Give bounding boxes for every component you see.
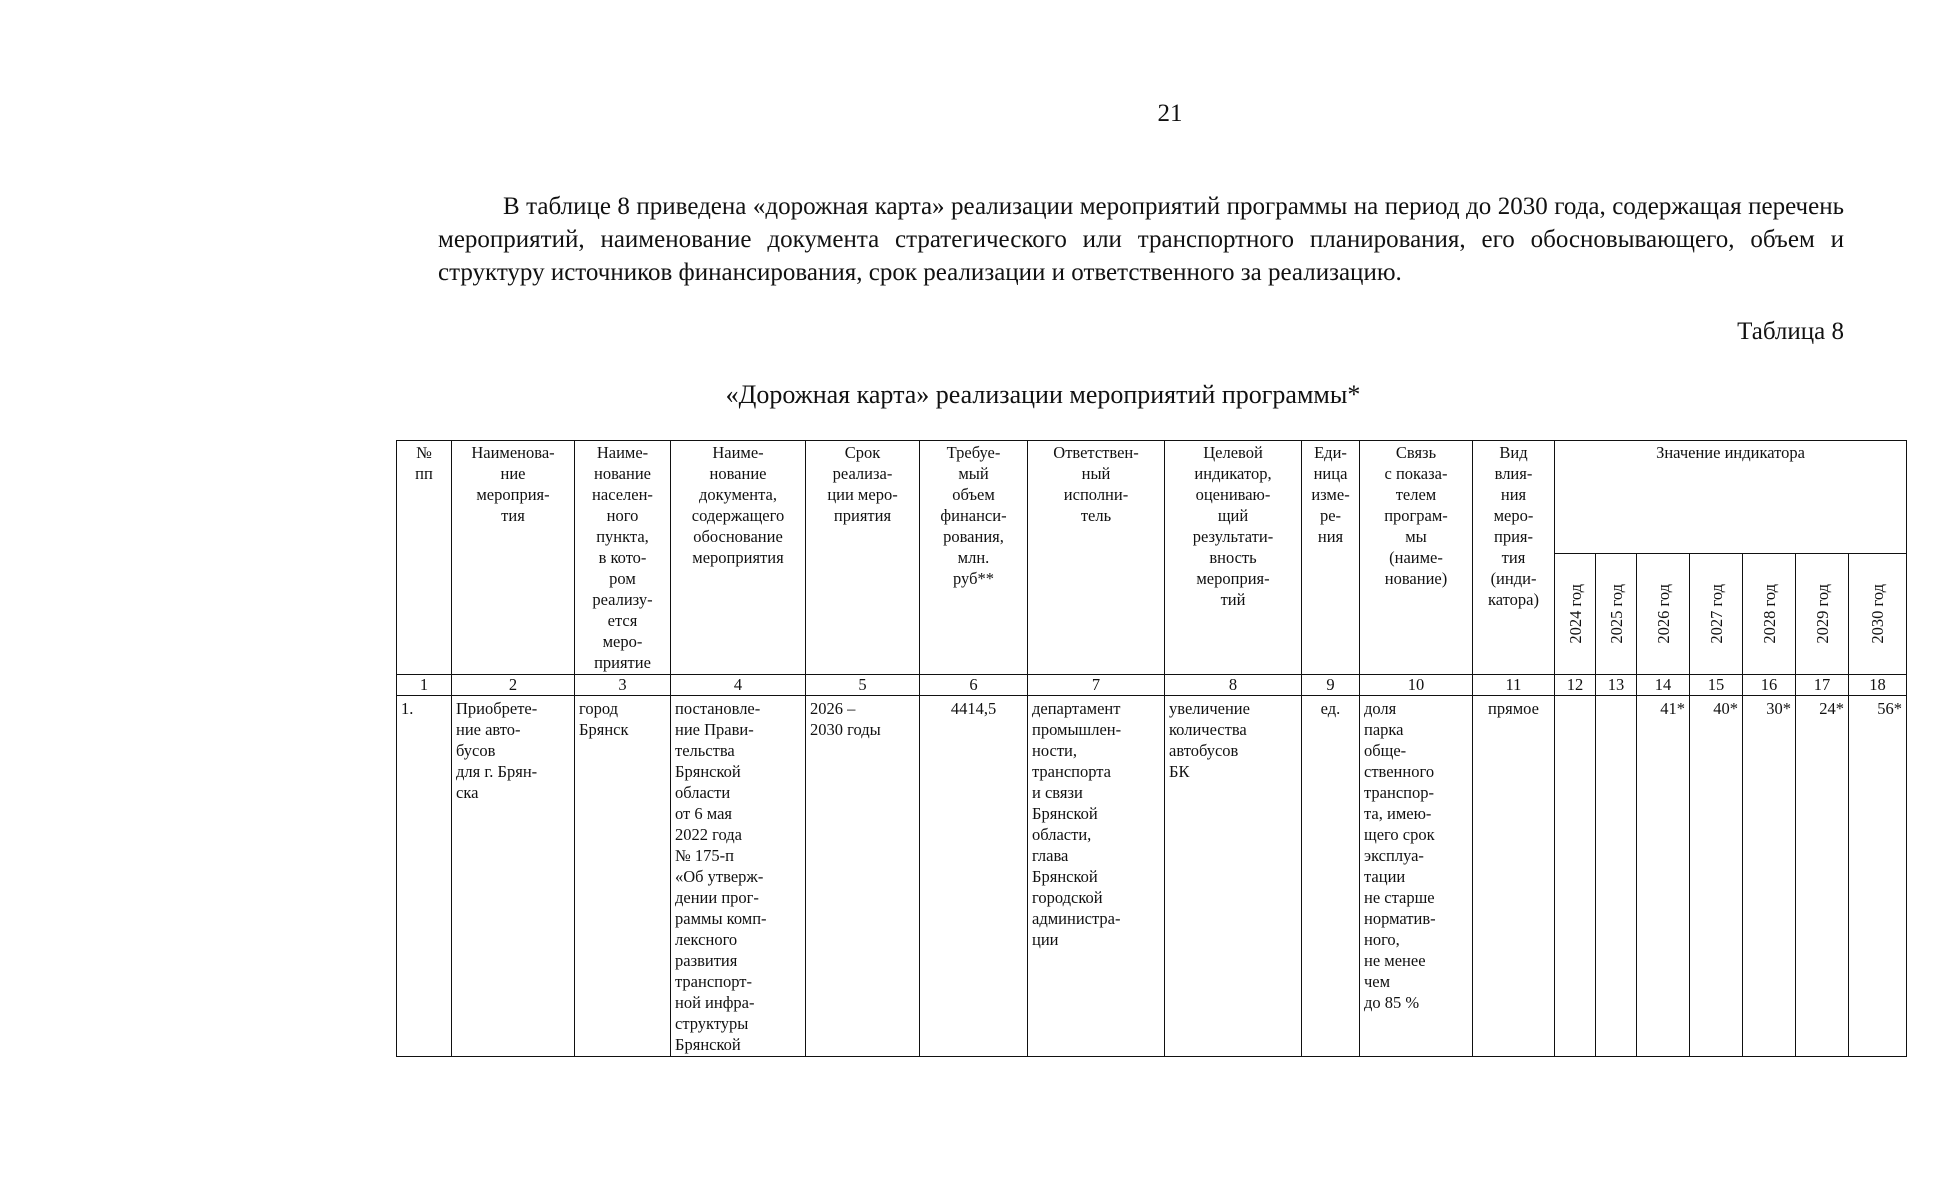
row-value-2030: 56* <box>1849 696 1907 1057</box>
row-unit: ед. <box>1302 696 1360 1057</box>
column-number: 5 <box>806 675 920 696</box>
row-target-indicator: увеличение количества автобусов БК <box>1165 696 1302 1057</box>
row-funding: 4414,5 <box>920 696 1028 1057</box>
column-number: 3 <box>575 675 671 696</box>
column-number: 13 <box>1596 675 1637 696</box>
row-impact-type: прямое <box>1473 696 1555 1057</box>
row-document: постановле- ние Прави- тельства Брянской области от 6 мая 2022 года № 175-п «Об утверж- дении прог- раммы комп- лексного развития транспорт- ной инфра- структуры Брянской <box>671 696 806 1057</box>
roadmap-table <box>396 440 1907 1057</box>
column-number: 12 <box>1555 675 1596 696</box>
header-year-2028: 2028 год <box>1743 554 1796 675</box>
header-year-2025: 2025 год <box>1596 554 1637 675</box>
column-number: 14 <box>1637 675 1690 696</box>
column-number: 18 <box>1849 675 1907 696</box>
row-value-2024 <box>1555 696 1596 1057</box>
column-number: 10 <box>1360 675 1473 696</box>
header-impact-type: Вид влия- ния меро- прия- тия (инди- катора) <box>1473 441 1555 675</box>
page-number: 21 <box>1157 100 1183 127</box>
header-target-indicator: Целевой индикатор, оцениваю- щий результати- вность мероприя- тий <box>1165 441 1302 675</box>
header-unit: Еди- ница изме- ре- ния <box>1302 441 1360 675</box>
header-program-link: Связь с показа- телем програм- мы (наиме- нование) <box>1360 441 1473 675</box>
header-number: № пп <box>397 441 452 675</box>
header-measure-name: Наименова- ние мероприя- тия <box>452 441 575 675</box>
header-year-2029: 2029 год <box>1796 554 1849 675</box>
row-term: 2026 – 2030 годы <box>806 696 920 1057</box>
column-number: 2 <box>452 675 575 696</box>
header-executor: Ответствен- ный исполни- тель <box>1028 441 1165 675</box>
row-measure-name: Приобрете- ние авто- бусов для г. Брян- ска <box>452 696 575 1057</box>
row-value-2028: 30* <box>1743 696 1796 1057</box>
table-title: «Дорожная карта» реализации мероприятий программы* <box>725 380 1361 409</box>
row-value-2026: 41* <box>1637 696 1690 1057</box>
column-numbers-row <box>397 675 1907 696</box>
table-row <box>397 696 1907 1057</box>
row-program-link: доля парка обще- ственного транспор- та, имею- щего срок эксплуа- тации не старше норматив- ного, не менее чем до 85 % <box>1360 696 1473 1057</box>
column-number: 4 <box>671 675 806 696</box>
column-number: 16 <box>1743 675 1796 696</box>
header-settlement: Наиме- нование населен- ного пункта, в кото- ром реализу- ется меро- приятие <box>575 441 671 675</box>
table-label: Таблица 8 <box>1737 318 1844 345</box>
row-value-2029: 24* <box>1796 696 1849 1057</box>
header-funding: Требуе- мый объем финанси- рования, млн. руб** <box>920 441 1028 675</box>
row-settlement: город Брянск <box>575 696 671 1057</box>
header-document: Наиме- нование документа, содержащего обоснование мероприятия <box>671 441 806 675</box>
column-number: 9 <box>1302 675 1360 696</box>
column-number: 7 <box>1028 675 1165 696</box>
column-number: 15 <box>1690 675 1743 696</box>
column-number: 17 <box>1796 675 1849 696</box>
row-number: 1. <box>397 696 452 1057</box>
intro-paragraph: В таблице 8 приведена «дорожная карта» реализации мероприятий программы на период до 2030 года, содержащая перечень мероприятий, наименование документа стратегического или транспортного планирования, его обосновывающего, объем и структуру источников финансирования, срок реализации и ответственного за реализацию. <box>438 193 1844 286</box>
column-number: 8 <box>1165 675 1302 696</box>
column-number: 11 <box>1473 675 1555 696</box>
header-term: Срок реализа- ции меро- приятия <box>806 441 920 675</box>
header-year-2024: 2024 год <box>1555 554 1596 675</box>
column-number: 1 <box>397 675 452 696</box>
header-year-2027: 2027 год <box>1690 554 1743 675</box>
header-year-2030: 2030 год <box>1849 554 1907 675</box>
header-year-2026: 2026 год <box>1637 554 1690 675</box>
row-executor: департамент промышлен- ности, транспорта и связи Брянской области, глава Брянской городской администра- ции <box>1028 696 1165 1057</box>
row-value-2025 <box>1596 696 1637 1057</box>
header-indicator-value: Значение индикатора <box>1555 441 1907 554</box>
column-number: 6 <box>920 675 1028 696</box>
header-row <box>397 441 1907 554</box>
row-value-2027: 40* <box>1690 696 1743 1057</box>
